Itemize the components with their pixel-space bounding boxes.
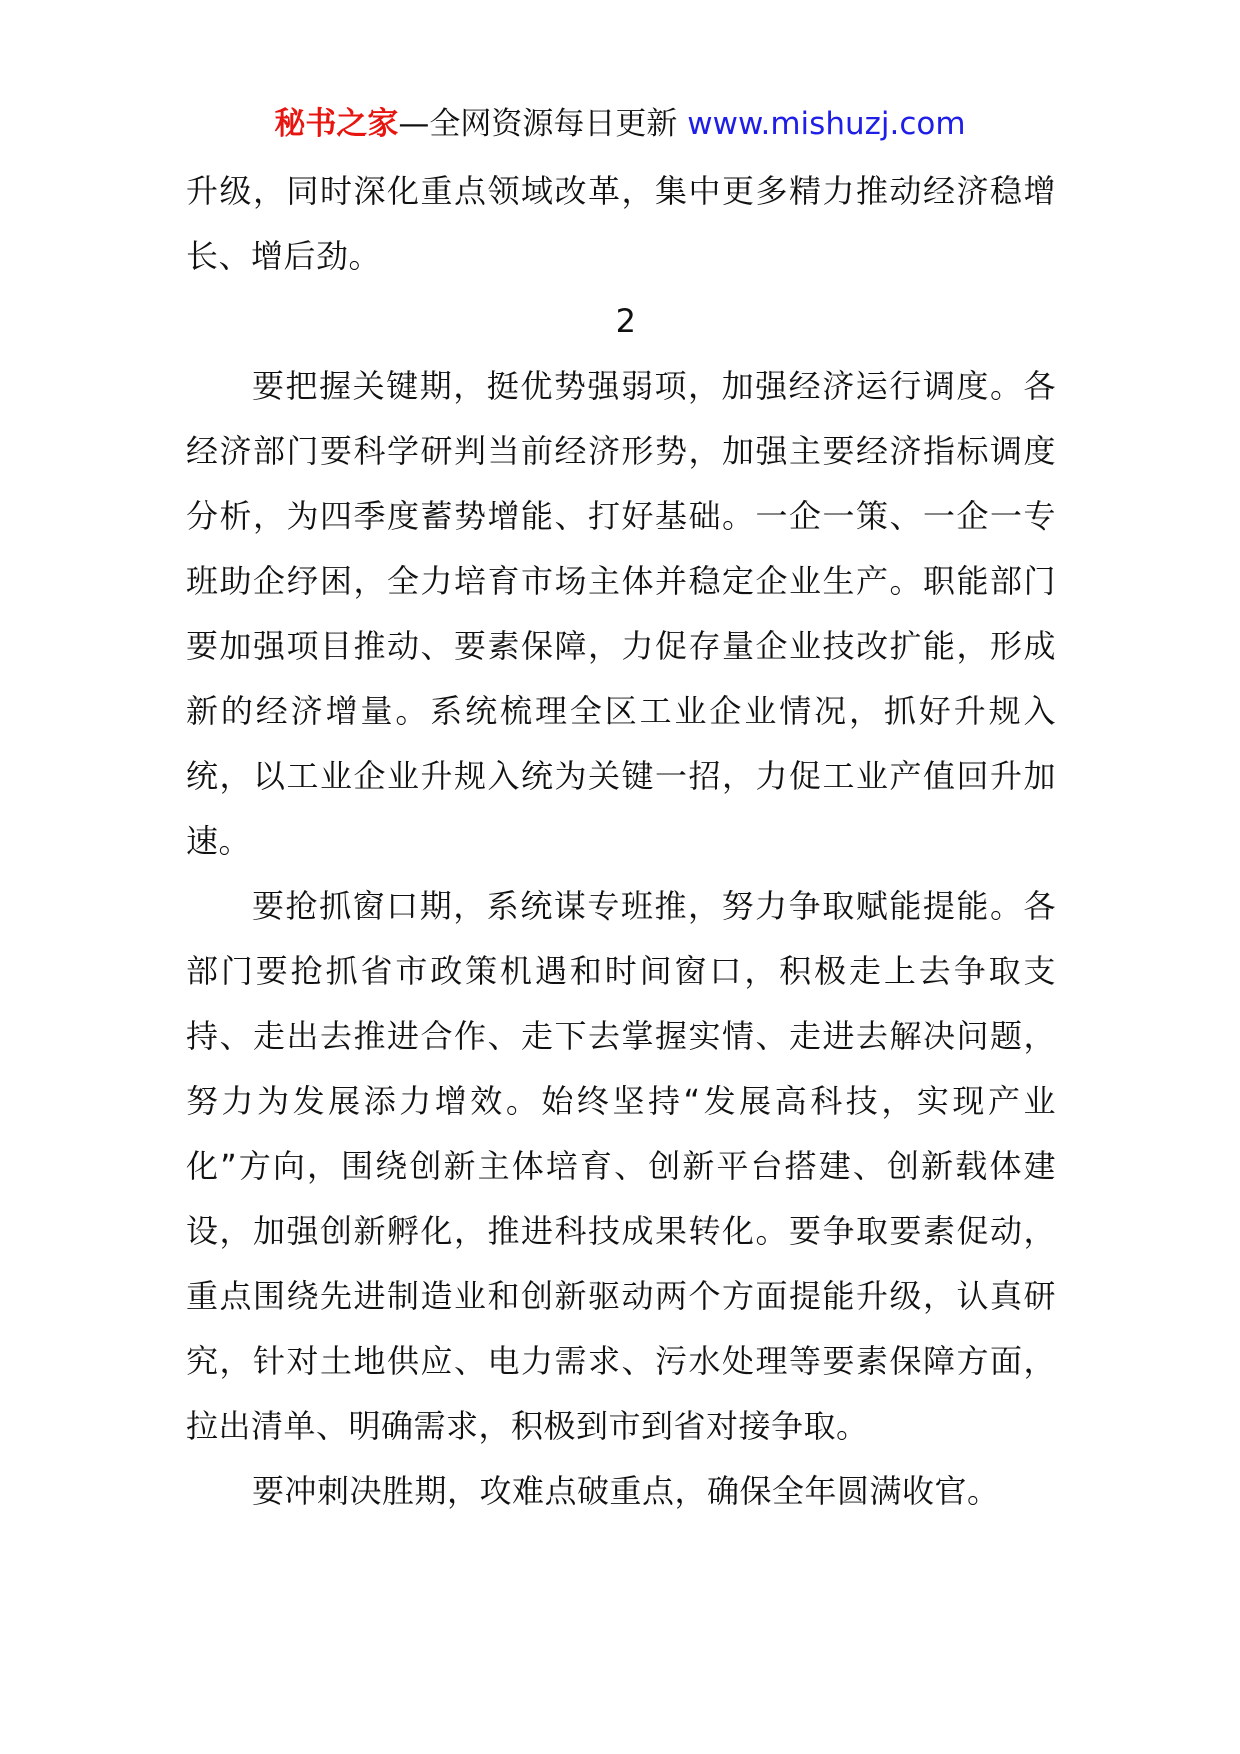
body-paragraph: 要抢抓窗口期，系统谋专班推，努力争取赋能提能。各部门要抢抓省市政策机遇和时间窗口，积极走上去争取支持、走出去推进合作、走下去掌握实情、走进去解决问题，努力为发展添力增效。始终坚持“发展高科技，实现产业化”方向，围绕创新主体培育、创新平台搭建、创新载体建设，加强创新孵化，推进科技成果转化。要争取要素促动，重点围绕先进制造业和创新驱动两个方面提能升级，认真研究，针对土地供应、电力需求、污水处理等要素保障方面，拉出清单、明确需求，积极到市到省对接争取。 [186,887,1056,1445]
page-header [0,104,1240,144]
continuation-paragraph: 升级，同时深化重点领域改革，集中更多精力推动经济稳增长、增后劲。 [186,172,1056,275]
header-tagline: —全网资源每日更新 [398,106,688,142]
site-url-link[interactable]: www.mishuzj.com [687,106,966,142]
body-paragraph: 要把握关键期，挺优势强弱项，加强经济运行调度。各经济部门要科学研判当前经济形势，加强主要经济指标调度分析，为四季度蓄势增能、打好基础。一企一策、一企一专班助企纾困，全力培育市场主体并稳定企业生产。职能部门要加强项目推动、要素保障，力促存量企业技改扩能，形成新的经济增量。系统梳理全区工业企业情况，抓好升规入统，以工业企业升规入统为关键一招，力促工业产值回升加速。 [186,367,1056,860]
body-paragraph: 要冲刺决胜期，攻难点破重点，确保全年圆满收官。 [252,1472,1000,1510]
section-number: 2 [615,302,637,340]
document-body [186,159,1056,1524]
brand-name: 秘书之家 [274,106,399,142]
